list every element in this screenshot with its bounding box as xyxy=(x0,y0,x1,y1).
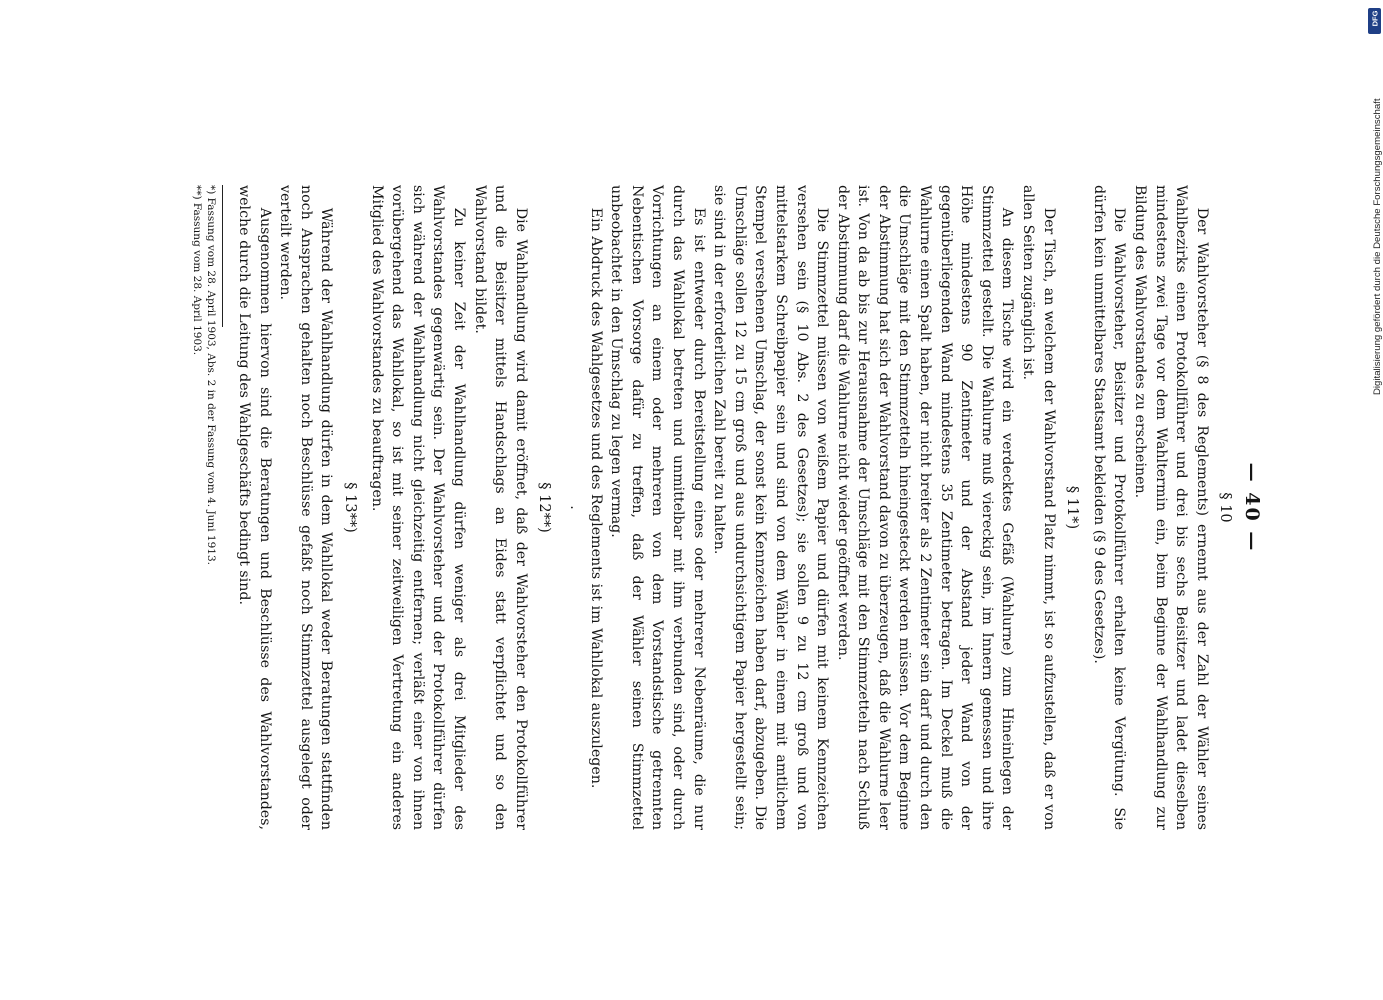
section-heading: § 10 xyxy=(1217,492,1234,523)
page-number: — 40 — xyxy=(1241,462,1263,553)
paragraph: Die Stimmzettel müssen von weißem Papier und dürfen mit keinem Kennzeichen versehen sein (§ 10 Abs. 2 des Gesetzes); sie sollen 9 zu 12 cm groß und von mittelstarkem Schreibpapier sein und sind von dem Wähler in einem mit amtlichem Stempel versehenen Umschlag, der sonst kein Kennzeichen haben darf, abzugeben. Die Umschläge sollen 12 zu 15 cm groß und aus undurchsichtigem Papier hergestellt sein; sie sind in der erforderlichen Zahl bereit zu halten. xyxy=(711,185,831,830)
paragraph: Ausgenommen hiervon sind die Beratungen und Beschlüsse des Wahlvorstandes, welche durch die Leitung des Wahlgeschäfts bedingt sind. xyxy=(236,185,273,830)
paragraph: Während der Wahlhandlung dürfen in dem Wahllokal weder Beratungen stattfinden noch Ansprachen gehalten noch Beschlüsse gefaßt noch Stimmzettel ausgelegt oder verteilt werden. xyxy=(277,185,335,830)
section-heading: § 12**) xyxy=(536,482,553,533)
section-heading: § 11*) xyxy=(1064,485,1081,530)
paragraph: Zu keiner Zeit der Wahlhandlung dürfen weniger als drei Mitglieder des Wahlvorstandes gegenwärtig sein. Der Wahlvorsteher und der Protokollführer dürfen sich während der Wahlhandlung nicht gleichzeitig entfernen; verläßt einer von ihnen vorübergehend das Wahllokal, so ist mit seiner zeitweiligen Vertretung ein anderes Mitglied des Wahlvorstandes zu beauftragen. xyxy=(368,185,468,830)
section-12 xyxy=(366,185,554,830)
footnote-rule xyxy=(223,185,224,327)
rotated-page xyxy=(162,185,1262,830)
paragraph: Der Wahlvorsteher (§ 8 des Reglements) ernennt aus der Zahl der Wähler seines Wahlbezirks einen Protokollführer und drei bis sechs Beisitzer und ladet dieselben mindestens zwei Tage vor dem Wahltermin ein, beim Beginne der Wahlhandlung zur Bildung des Wahlvorstandes zu erscheinen. xyxy=(1132,185,1210,830)
footnote: *) Fassung vom 28. April 1903, Abs. 2 in der Fassung vom 4. Juni 1913. xyxy=(205,185,218,565)
paragraph: Ein Abdruck des Wahlgesetzes und des Reglements ist im Wahllokal auszulegen. xyxy=(587,207,604,789)
credit-text: Digitalisierung gefördert durch die Deutsche Forschungsgemeinschaft xyxy=(1372,98,1383,395)
section-10 xyxy=(1088,185,1235,830)
paragraph: Der Tisch, an welchem der Wahlvorstand Platz nimmt, ist so aufzustellen, daß er von allen Seiten zugänglich ist. xyxy=(1020,185,1057,830)
paragraph: An diesem Tische wird ein verdecktes Gefäß (Wahlurne) zum Hineinlegen der Stimmzettel gestellt. Die Wahlurne muß viereckig sein, im Innern gemessen und ihre Höhe mindestens 90 Zentimeter und der Abstand jeder Wand von der gegenüberliegenden Wand mindestens 35 Zentimeter betragen. Im Deckel muß die Wahlurne einen Spalt haben, der nicht breiter als 2 Zentimeter sein darf und durch den die Umschläge mit den Stimmzetteln hineingesteckt werden müssen. Vor dem Beginne der Abstimmung hat sich der Wahlvorstand davon zu überzeugen, daß die Wahlurne leer ist. Von da ab bis zur Herausnahme der Umschläge mit den Stimmzetteln nach Schluß der Abstimmung darf die Wahlurne nicht wieder geöffnet werden. xyxy=(834,185,1016,830)
section-13 xyxy=(234,185,361,830)
paragraph: Die Wahlhandlung wird damit eröffnet, daß der Wahlvorsteher den Protokollführer und die Beisitzer mittels Handschlags an Eides statt verpflichtet und so den Wahlvorstand bildet. xyxy=(471,185,529,830)
dfg-logo-text: DFG xyxy=(1370,10,1380,27)
footnote: **) Fassung vom 28. April 1903. xyxy=(191,185,204,356)
separator-dot: · xyxy=(563,505,579,510)
funding-credit xyxy=(1366,10,1383,400)
dfg-logo xyxy=(1368,8,1381,34)
section-11 xyxy=(585,185,1082,830)
paragraph: Es ist entweder durch Bereitstellung eines oder mehrerer Nebenräume, die nur durch das Wahllokal betreten und unmittelbar mit ihm verbunden sind, oder durch Vorrichtungen an einem oder mehreren von dem Vorstandstische getrennten Nebentischen Vorsorge dafür zu treffen, daß der Wähler seinen Stimmzettel unbeobachtet in den Umschlag zu legen vermag. xyxy=(608,185,707,830)
paragraph: Die Wahlvorsteher, Beisitzer und Protokollführer erhalten keine Vergütung. Sie dürfen kein unmittelbares Staatsamt bekleiden (§ 9 des Gesetzes). xyxy=(1090,185,1128,830)
section-heading: § 13**) xyxy=(342,482,359,533)
